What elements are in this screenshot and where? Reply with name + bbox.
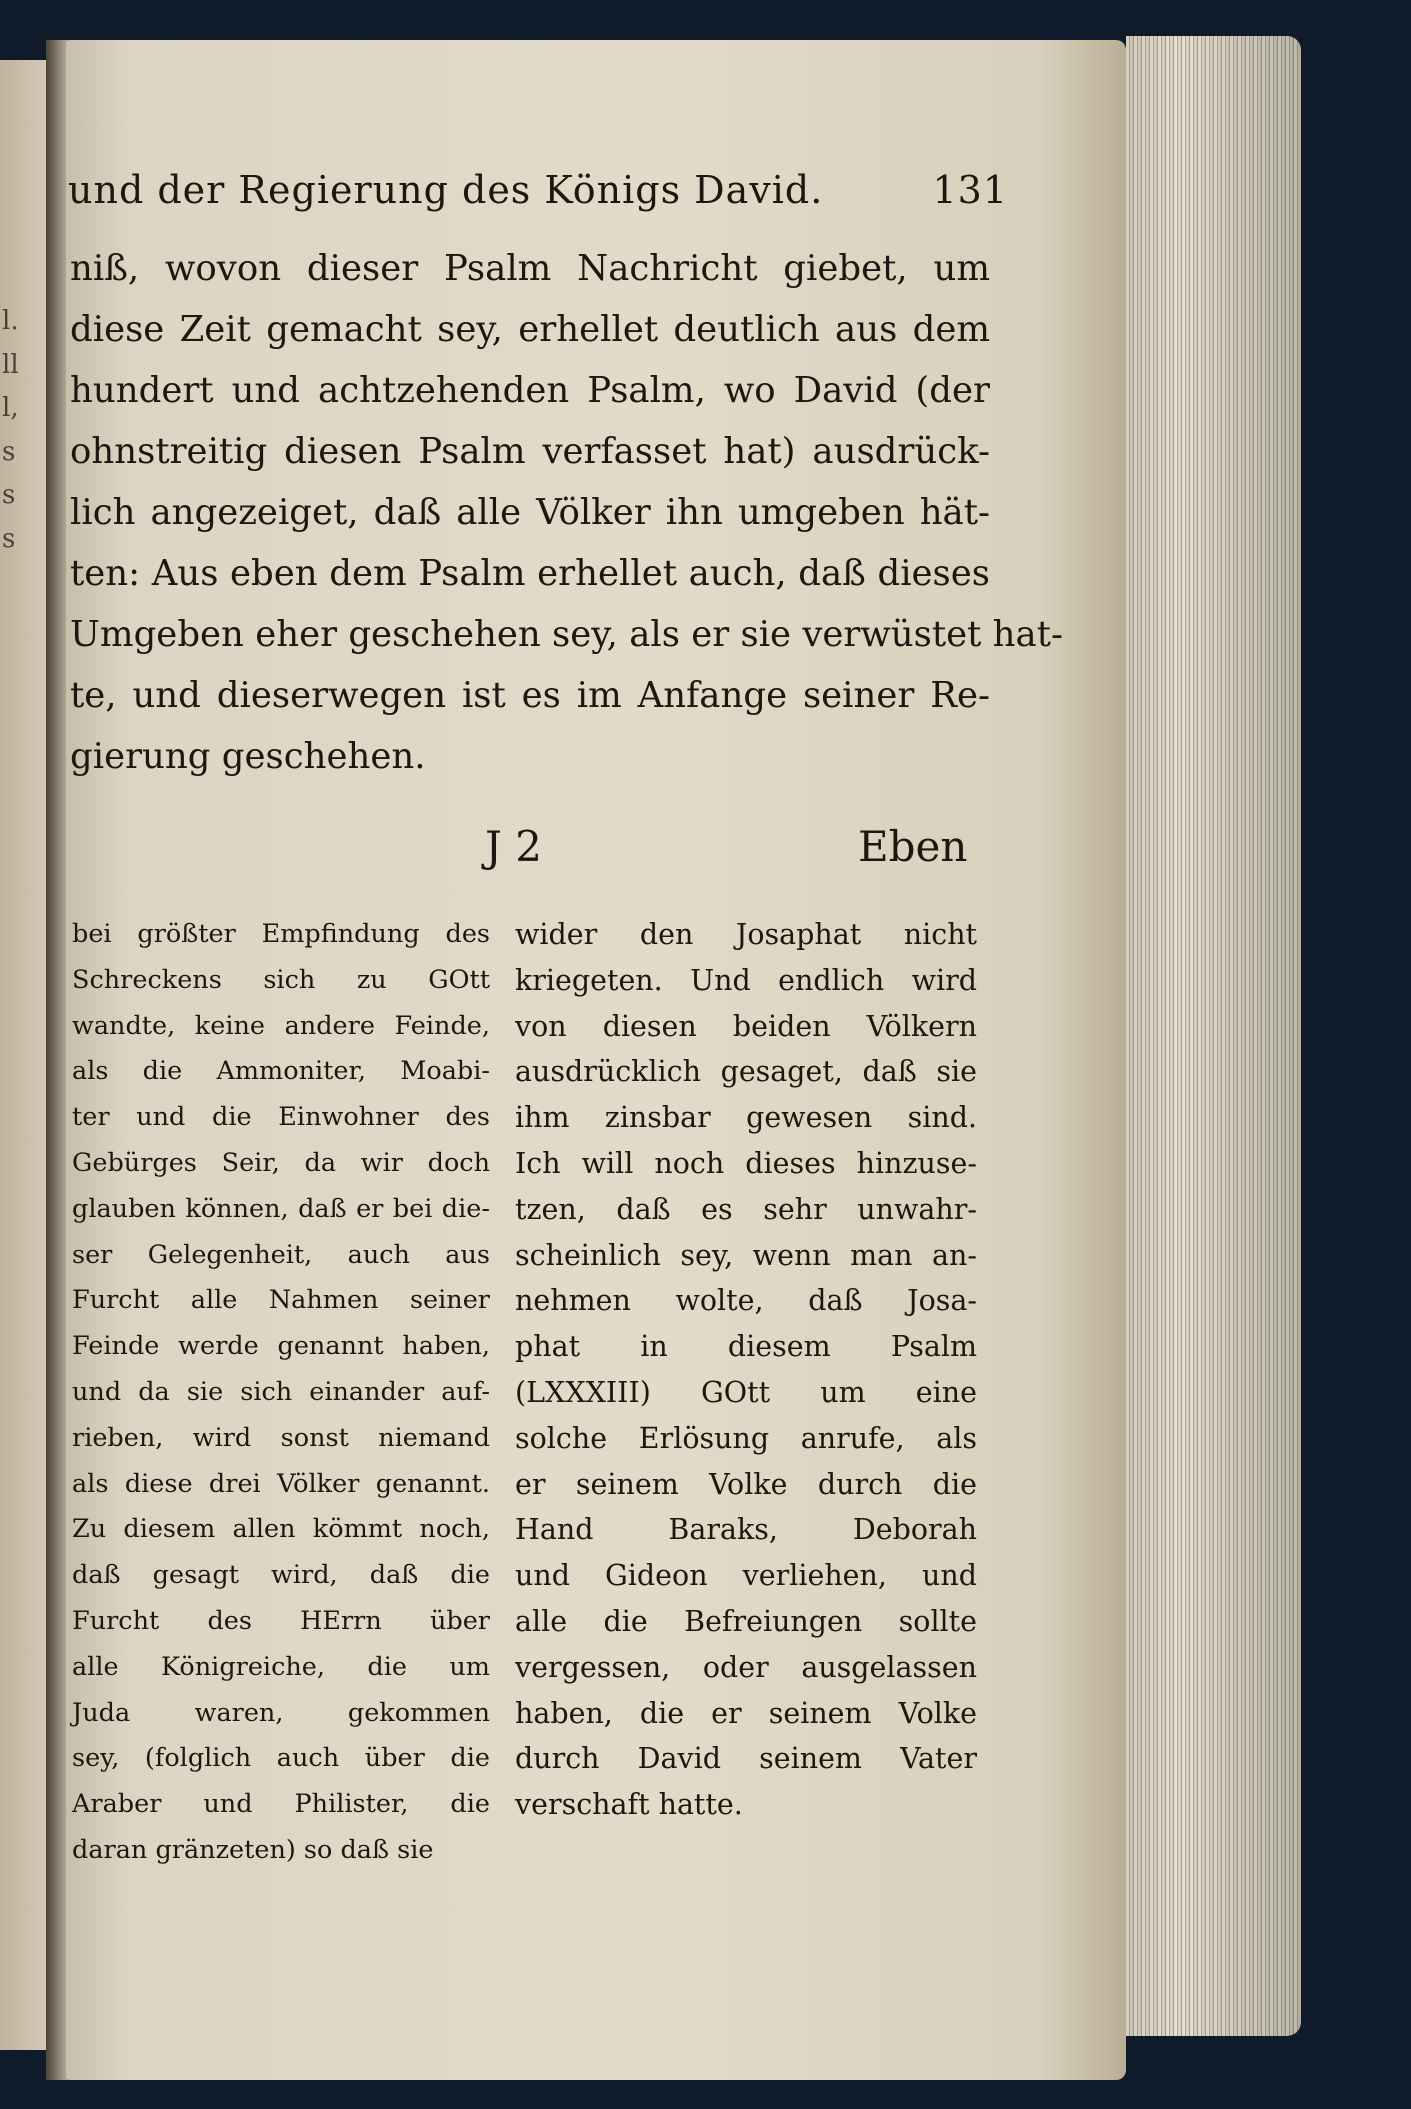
footnote-right-line: Hand Baraks, Deborah — [515, 1513, 977, 1547]
main-text-line: niß, wovon dieser Psalm Nachricht giebet, um — [70, 248, 990, 289]
footnote-left-line: Furcht alle Nahmen seiner — [72, 1285, 490, 1316]
footnote-left-line: Zu diesem allen kömmt noch, — [72, 1514, 490, 1545]
main-text — [70, 238, 1063, 787]
main-text-line: ohnstreitig diesen Psalm verfasset hat) ausdrück- — [70, 431, 990, 472]
footnote-column-left — [72, 912, 490, 1874]
footnote-left-line: als die Ammoniter, Moabi- — [72, 1056, 490, 1087]
footnote-left-line: ter und die Einwohner des — [72, 1102, 490, 1133]
footnote-right-line: wider den Josaphat nicht — [515, 918, 977, 951]
footnote-left-line: wandte, keine andere Feinde, — [72, 1010, 490, 1041]
footnote-right-line: kriegeten. Und endlich wird — [515, 963, 977, 997]
main-text-line: Umgeben eher geschehen sey, als er sie verwüstet hat- — [70, 614, 1063, 655]
footnote-left-line: Araber und Philister, die — [72, 1789, 490, 1820]
footnote-left-line: daß gesagt wird, daß die — [72, 1560, 490, 1591]
footnote-right-line: solche Erlösung anrufe, als — [515, 1421, 977, 1455]
footnote-right-line: vergessen, oder ausgelassen — [515, 1650, 977, 1684]
main-text-line: lich angezeiget, daß alle Völker ihn umgeben hät- — [70, 492, 990, 533]
footnote-right-line: und Gideon verliehen, und — [515, 1559, 977, 1593]
footnote-left-line: als diese drei Völker genannt. — [72, 1468, 490, 1499]
footnote-left-line: Schreckens sich zu GOtt — [72, 964, 490, 995]
footnote-left-line: rieben, wird sonst niemand — [72, 1422, 490, 1453]
footnote-right-line: (LXXXIII) GOtt um eine — [515, 1375, 977, 1409]
main-text-line: gierung geschehen. — [70, 736, 426, 777]
footnote-right-line: Ich will noch dieses hinzuse- — [515, 1146, 977, 1180]
footnote-left-line: bei größter Empfindung des — [72, 919, 490, 949]
running-head-title: und der Regierung des Königs David. — [68, 168, 824, 212]
footnote-left-line: alle Königreiche, die um — [72, 1651, 490, 1682]
footnote-right-line: von diesen beiden Völkern — [515, 1009, 977, 1043]
footnote-left-line: Feinde werde genannt haben, — [72, 1331, 490, 1362]
footnote-column-right — [515, 912, 977, 1828]
footnote-right-line: alle die Befreiungen sollte — [515, 1604, 977, 1638]
footnote-left-line: Juda waren, gekommen — [72, 1697, 490, 1728]
left-facing-page — [0, 60, 48, 2050]
main-text-line: diese Zeit gemacht sey, erhellet deutlich aus dem — [70, 309, 990, 350]
page-number: 131 — [932, 168, 1008, 212]
signature-mark: J 2 — [485, 822, 542, 871]
footnote-left-line: und da sie sich einander auf- — [72, 1376, 490, 1407]
footnote-right-line: durch David seinem Vater — [515, 1742, 977, 1776]
footnote-right-line: nehmen wolte, daß Josa- — [515, 1284, 977, 1318]
footnote-left-line: ser Gelegenheit, auch aus — [72, 1239, 490, 1270]
left-page-text-fragments: l. ll l, s s s — [2, 306, 19, 554]
footnote-left-line: sey, (folglich auch über die — [72, 1743, 490, 1774]
footnote-right-line: phat in diesem Psalm — [515, 1330, 977, 1364]
main-text-line: te, und dieserwegen ist es im Anfange seiner Re- — [70, 675, 990, 716]
footnote-right-line: er seinem Volke durch die — [515, 1467, 977, 1501]
main-text-line: hundert und achtzehenden Psalm, wo David (der — [70, 370, 990, 411]
main-text-line: ten: Aus eben dem Psalm erhellet auch, daß dieses — [70, 553, 990, 594]
page-edges-shading — [1126, 36, 1301, 2036]
footnote-right-line: haben, die er seinem Volke — [515, 1696, 977, 1730]
catchword: Eben — [858, 822, 968, 871]
footnote-right-line: scheinlich sey, wenn man an- — [515, 1238, 977, 1272]
footnote-left-line: glauben können, daß er bei die- — [72, 1193, 490, 1224]
footnote-right-line: ausdrücklich gesaget, daß sie — [515, 1055, 977, 1089]
running-head — [68, 168, 1008, 212]
footnote-left-line: daran gränzeten) so daß sie — [72, 1834, 434, 1865]
book-gutter — [46, 40, 68, 2080]
footnote-left-line: Gebürges Seir, da wir doch — [72, 1147, 490, 1178]
footnote-right-line: tzen, daß es sehr unwahr- — [515, 1192, 977, 1226]
footnote-left-line: Furcht des HErrn über — [72, 1605, 490, 1636]
footnote-right-line: verschaft hatte. — [515, 1788, 743, 1822]
footnote-right-line: ihm zinsbar gewesen sind. — [515, 1101, 977, 1135]
